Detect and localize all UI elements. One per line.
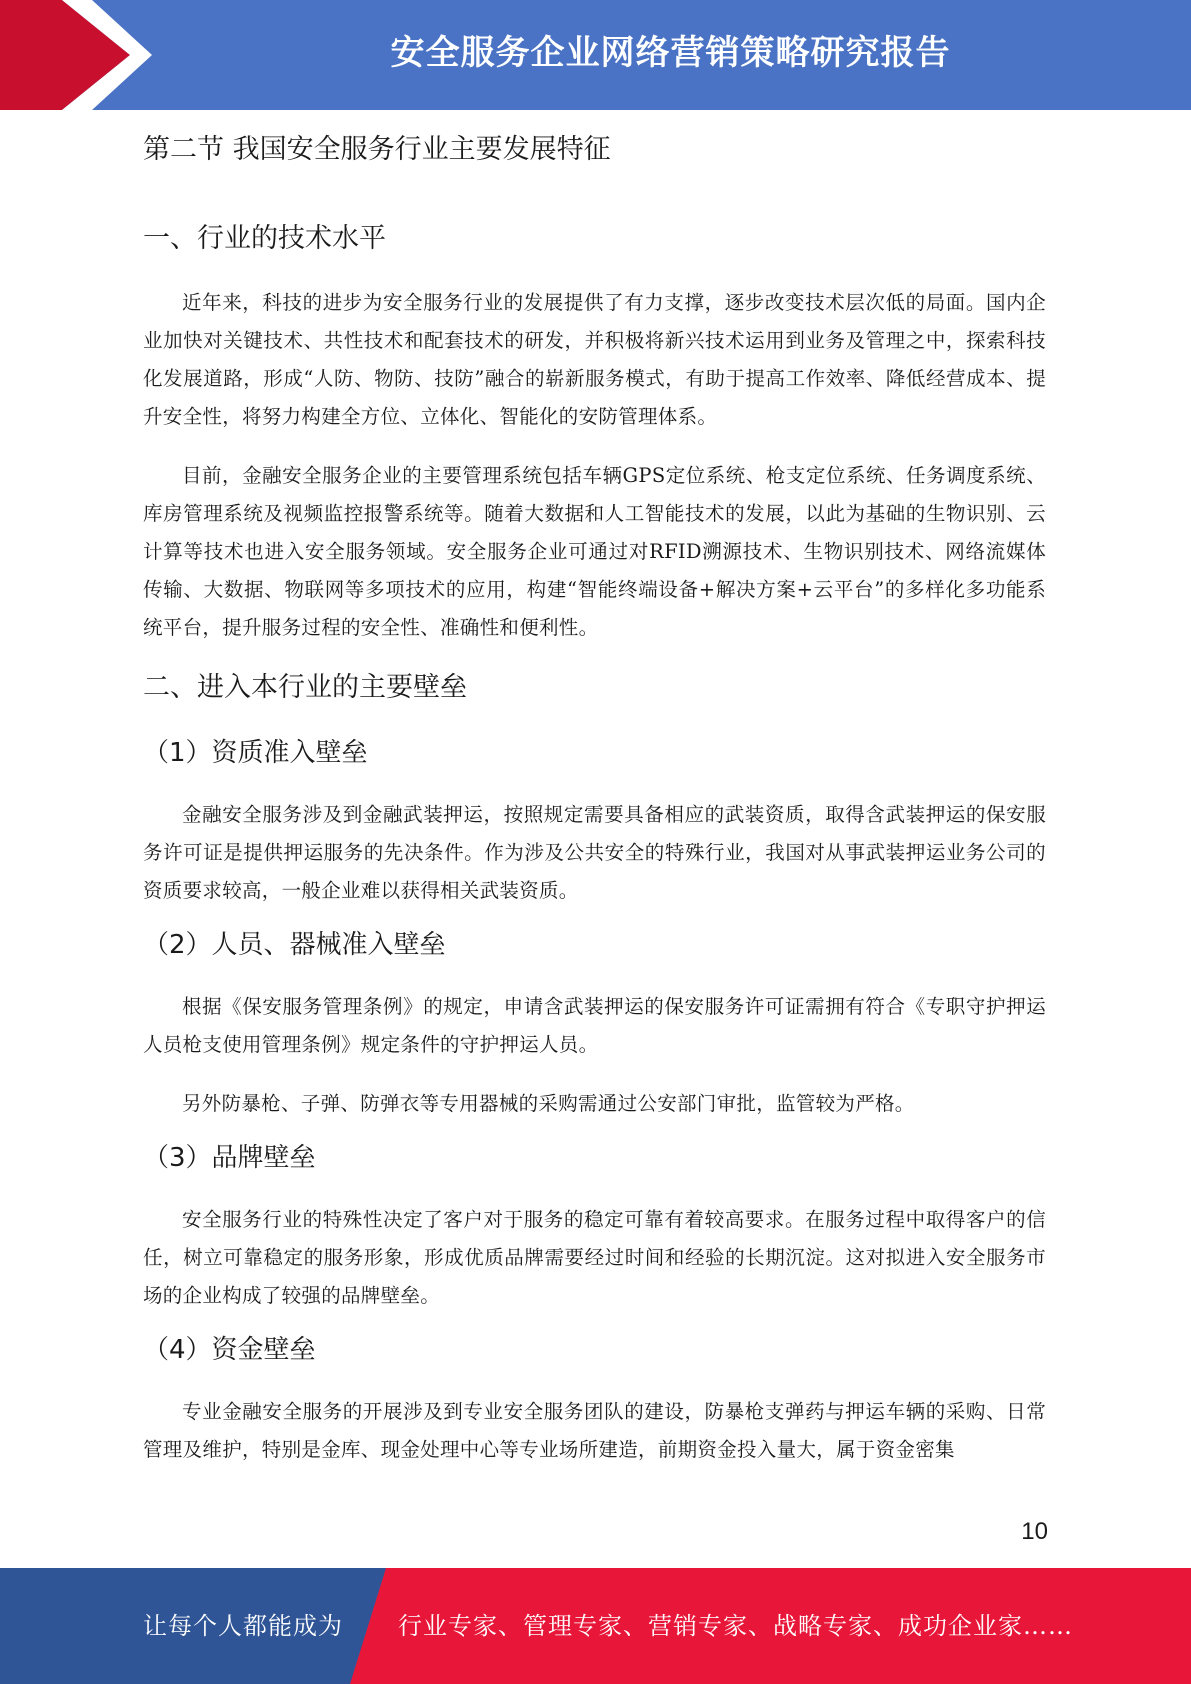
page-content	[143, 130, 1046, 1469]
paragraph: 专业金融安全服务的开展涉及到专业安全服务团队的建设，防暴枪支弹药与押运车辆的采购、日常管理及维护，特别是金库、现金处理中心等专业场所建造，前期资金投入量大，属于资金密集	[143, 1400, 1046, 1461]
report-title: 安全服务企业网络营销策略研究报告	[390, 33, 951, 73]
paragraph: 目前，金融安全服务企业的主要管理系统包括车辆GPS定位系统、枪支定位系统、任务调度系统、库房管理系统及视频监控报警系统等。随着大数据和人工智能技术的发展，以此为基础的生物识别、云计算等技术也进入安全服务领域。安全服务企业可通过对RFID溯源技术、生物识别技术、网络流媒体传输、大数据、物联网等多项技术的应用，构建“智能终端设备+解决方案+云平台”的多样化多功能系统平台，提升服务过程的安全性、准确性和便利性。	[143, 464, 1046, 639]
heading-entry-barriers: 二、进入本行业的主要壁垒	[143, 672, 467, 703]
footer-slogan-left: 让每个人都能成为	[143, 1612, 343, 1640]
paragraph: 金融安全服务涉及到金融武装押运，按照规定需要具备相应的武装资质，取得含武装押运的保安服务许可证是提供押运服务的先决条件。作为涉及公共安全的特殊行业，我国对从事武装押运业务公司的资质要求较高，一般企业难以获得相关武装资质。	[143, 803, 1046, 902]
subheading-personnel-equipment-barrier: （2）人员、器械准入壁垒	[143, 930, 446, 960]
subheading-capital-barrier: （4）资金壁垒	[143, 1335, 316, 1365]
section-title: 第二节 我国安全服务行业主要发展特征	[143, 134, 611, 165]
page-number: 10	[1021, 1518, 1048, 1545]
footer-slogan-right: 行业专家、管理专家、营销专家、战略专家、成功企业家……	[398, 1612, 1073, 1640]
paragraph: 根据《保安服务管理条例》的规定，申请含武装押运的保安服务许可证需拥有符合《专职守护押运人员枪支使用管理条例》规定条件的守护押运人员。	[143, 995, 1046, 1056]
page-header-banner	[0, 0, 1191, 110]
heading-technology-level: 一、行业的技术水平	[143, 223, 386, 254]
paragraph: 另外防暴枪、子弹、防弹衣等专用器械的采购需通过公安部门审批，监管较为严格。	[182, 1092, 915, 1115]
paragraph: 安全服务行业的特殊性决定了客户对于服务的稳定可靠有着较高要求。在服务过程中取得客户的信任，树立可靠稳定的服务形象，形成优质品牌需要经过时间和经验的长期沉淀。这对拟进入安全服务市场的企业构成了较强的品牌壁垒。	[143, 1208, 1046, 1307]
paragraph: 近年来，科技的进步为安全服务行业的发展提供了有力支撑，逐步改变技术层次低的局面。国内企业加快对关键技术、共性技术和配套技术的研发，并积极将新兴技术运用到业务及管理之中，探索科技化发展道路，形成“人防、物防、技防”融合的崭新服务模式，有助于提高工作效率、降低经营成本、提升安全性，将努力构建全方位、立体化、智能化的安防管理体系。	[143, 291, 1046, 428]
page-footer-banner	[0, 1568, 1191, 1684]
subheading-qualification-barrier: （1）资质准入壁垒	[143, 738, 368, 768]
header-chevron-decoration	[0, 0, 160, 110]
subheading-brand-barrier: （3）品牌壁垒	[143, 1143, 316, 1173]
